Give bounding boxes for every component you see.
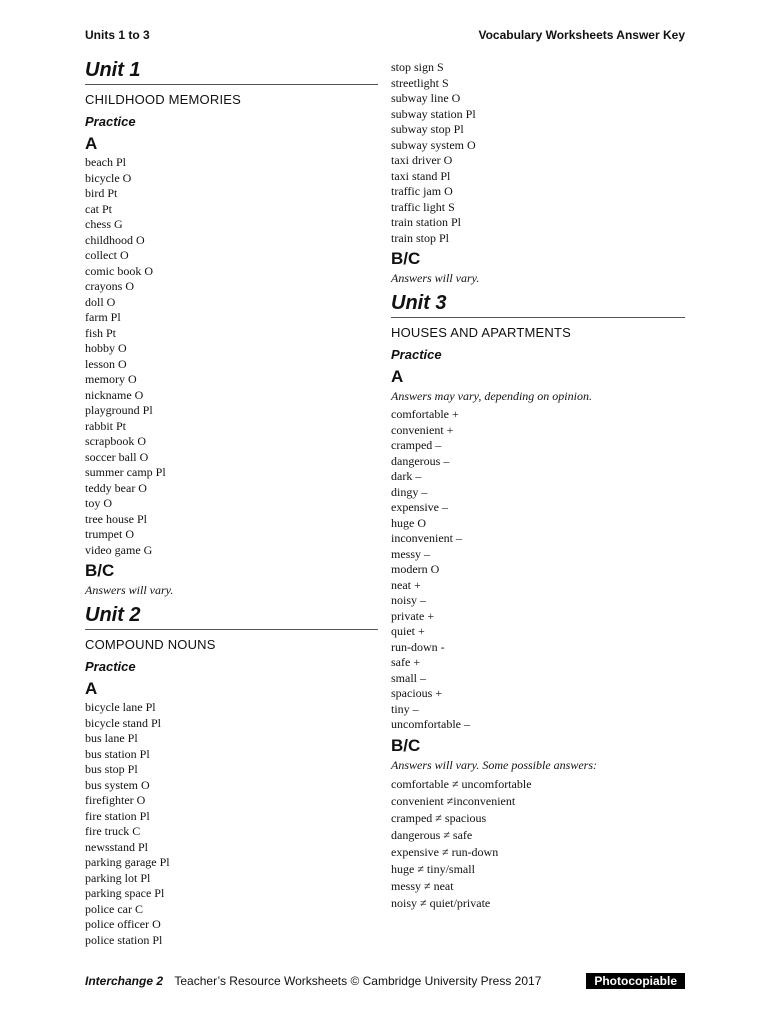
unit-title: Unit 3 (391, 292, 447, 314)
answer-item: toy O (85, 496, 112, 510)
answer-item: fire station Pl (85, 808, 150, 823)
answer-item: subway stop Pl (391, 122, 464, 136)
answer-item: bus lane Pl (85, 731, 138, 745)
answer-item: police officer O (85, 917, 161, 931)
answer-item: firefighter O (85, 793, 146, 807)
practice-heading: Practice (85, 659, 136, 674)
right-column (391, 60, 685, 912)
answer-item: spacious + (391, 686, 443, 700)
opposite-pair: messy ≠ neat (391, 878, 454, 893)
answer-item: video game G (85, 542, 153, 557)
answer-item: private + (391, 608, 435, 623)
answer-list (85, 155, 378, 558)
unit-divider (85, 84, 378, 85)
answer-item: convenient + (391, 422, 454, 437)
opposites-list (391, 776, 685, 912)
answer-item: summer camp Pl (85, 465, 166, 479)
answer-item: traffic jam O (391, 184, 453, 198)
answer-item: nickname O (85, 387, 144, 402)
opposite-pair: huge ≠ tiny/small (391, 861, 475, 876)
left-column (85, 56, 378, 948)
exercise-bc-label: B/C (391, 735, 421, 755)
answer-list (85, 700, 378, 948)
answer-item: childhood O (85, 232, 145, 247)
answer-item: subway station Pl (391, 106, 476, 121)
answer-item: noisy – (391, 593, 427, 607)
exercise-a-label: A (391, 367, 404, 386)
answer-item: bird Pt (85, 186, 118, 200)
answer-item: bicycle lane Pl (85, 700, 156, 714)
opposite-pair: expensive ≠ run-down (391, 844, 499, 859)
unit-3 (391, 289, 685, 912)
answer-item: teddy bear O (85, 480, 147, 495)
answer-item: farm Pl (85, 310, 121, 324)
unit-title: Unit 2 (85, 604, 141, 626)
exercise-a-label: A (85, 134, 98, 153)
answer-item: train stop Pl (391, 230, 450, 245)
answer-note: Answers will vary. Some possible answers: (391, 757, 597, 772)
answer-item: cat Pt (85, 201, 112, 216)
answer-item: taxi driver O (391, 153, 453, 167)
answer-item: uncomfortable – (391, 717, 470, 731)
answer-note: Answers will vary. (391, 271, 480, 285)
answer-item: modern O (391, 562, 440, 576)
answer-item: hobby O (85, 341, 127, 355)
book-title: Interchange 2 (85, 974, 164, 988)
answer-note: Answers will vary. (85, 583, 174, 597)
answer-item: bicycle O (85, 170, 132, 185)
answer-item: fire truck C (85, 824, 141, 838)
answer-item: cramped – (391, 438, 442, 452)
header-units-range: Units 1 to 3 (85, 28, 150, 42)
answer-item: soccer ball O (85, 449, 149, 464)
answer-item: crayons O (85, 279, 134, 293)
copyright-notice: Teacher’s Resource Worksheets © Cambridge University Press 2017 (174, 974, 542, 988)
page-header (85, 28, 685, 46)
answer-item: fish Pt (85, 325, 117, 340)
section-title: CHILDHOOD MEMORIES (85, 92, 242, 107)
answer-item: dangerous – (391, 453, 450, 468)
opposite-pair: cramped ≠ spacious (391, 810, 487, 825)
answer-item: subway line O (391, 91, 461, 105)
answer-item: collect O (85, 248, 129, 262)
header-document-title: Vocabulary Worksheets Answer Key (478, 28, 685, 42)
opposite-pair: convenient ≠inconvenient (391, 793, 516, 808)
section-title: COMPOUND NOUNS (85, 637, 216, 652)
answer-item: taxi stand Pl (391, 168, 451, 183)
answer-item: parking lot Pl (85, 870, 151, 885)
answer-item: inconvenient – (391, 531, 462, 545)
answer-item: beach Pl (85, 155, 126, 169)
answer-item: messy – (391, 546, 430, 561)
answer-item: bus station Pl (85, 746, 150, 761)
answer-item: bus system O (85, 777, 150, 792)
unit-title: Unit 1 (85, 59, 141, 81)
answer-item: trumpet O (85, 527, 134, 541)
answer-item: stop sign S (391, 60, 444, 74)
answer-item: tree house Pl (85, 511, 147, 526)
answer-item: dark – (391, 469, 422, 483)
answer-list (391, 60, 685, 246)
answer-item: dingy – (391, 484, 428, 499)
answer-note: Answers may vary, depending on opinion. (391, 389, 592, 403)
answer-item: quiet + (391, 624, 425, 638)
answer-item: rabbit Pt (85, 418, 126, 433)
answer-item: doll O (85, 294, 116, 309)
unit-divider (85, 629, 378, 630)
practice-heading: Practice (391, 347, 442, 362)
answer-item: chess G (85, 217, 123, 231)
exercise-bc-label: B/C (391, 249, 421, 268)
answer-item: small – (391, 670, 426, 685)
answer-item: streetlight S (391, 75, 449, 90)
answer-item: huge O (391, 515, 426, 530)
opposite-pair: comfortable ≠ uncomfortable (391, 776, 532, 791)
opposite-pair: noisy ≠ quiet/private (391, 895, 491, 910)
answer-item: newsstand Pl (85, 839, 148, 854)
answer-item: bus stop Pl (85, 762, 138, 776)
page-footer (85, 974, 685, 990)
answer-item: traffic light S (391, 199, 455, 214)
answer-item: comfortable + (391, 407, 459, 421)
answer-item: safe + (391, 655, 421, 669)
answer-item: subway system O (391, 137, 476, 152)
photocopiable-badge: Photocopiable (586, 973, 685, 989)
unit-1 (85, 56, 378, 598)
unit-2-continued (391, 60, 685, 286)
exercise-bc-label: B/C (85, 561, 115, 580)
unit-2 (85, 601, 378, 948)
unit-divider (391, 317, 685, 318)
answer-item: bicycle stand Pl (85, 715, 161, 730)
answer-item: police station Pl (85, 932, 163, 947)
answer-item: expensive – (391, 500, 448, 514)
practice-heading: Practice (85, 114, 136, 129)
answer-item: tiny – (391, 701, 419, 716)
answer-item: run-down - (391, 639, 445, 654)
answer-item: parking garage Pl (85, 855, 170, 869)
opposite-pair: dangerous ≠ safe (391, 827, 473, 842)
answer-item: scrapbook O (85, 434, 146, 448)
answer-list (391, 407, 685, 733)
answer-item: train station Pl (391, 215, 461, 229)
exercise-a-label: A (85, 679, 98, 698)
answer-item: police car C (85, 901, 143, 916)
answer-item: lesson O (85, 356, 127, 371)
answer-item: neat + (391, 577, 421, 592)
answer-item: playground Pl (85, 403, 153, 417)
answer-item: memory O (85, 372, 137, 386)
answer-item: parking space Pl (85, 886, 165, 900)
section-title: HOUSES AND APARTMENTS (391, 325, 571, 340)
answer-item: comic book O (85, 263, 153, 278)
